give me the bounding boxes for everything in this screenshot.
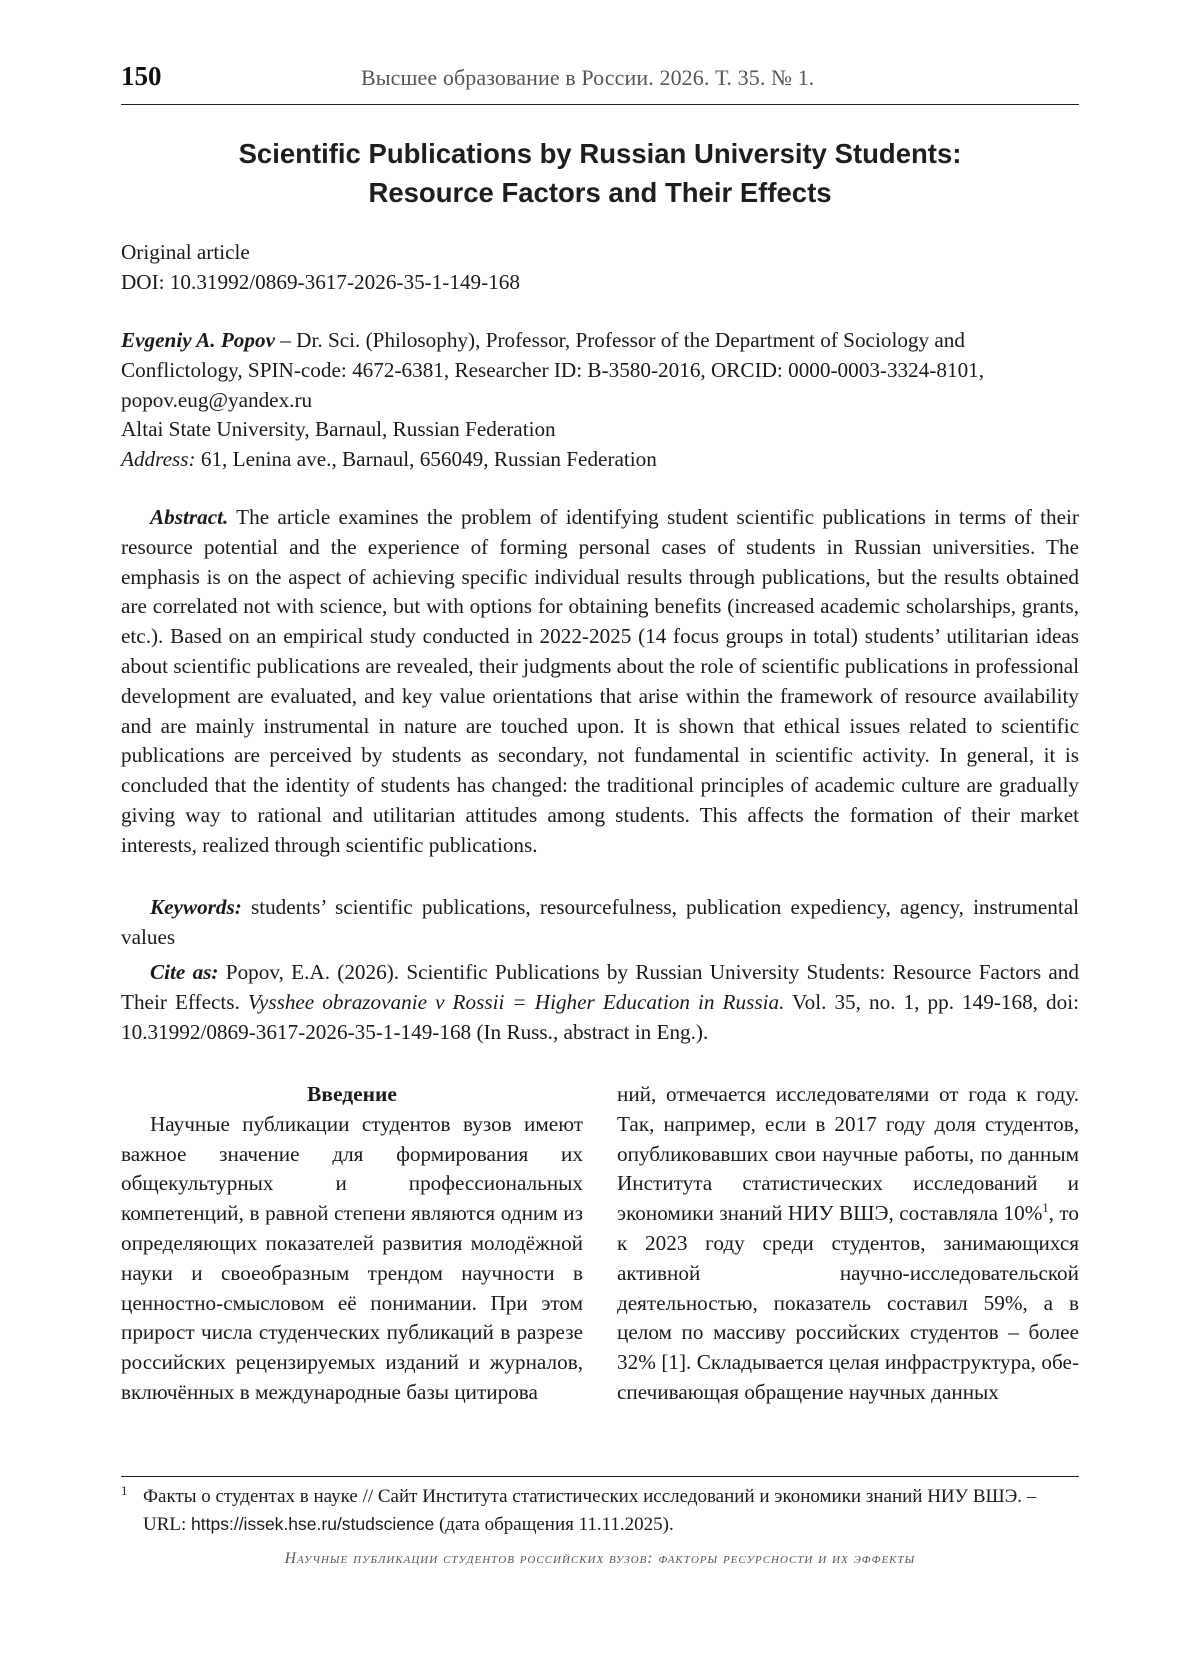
author-name: Evgeniy A. Popov — [121, 328, 275, 352]
keywords — [121, 893, 1079, 953]
article-meta — [121, 238, 1079, 298]
footnote-ref[interactable]: 1 — [1042, 1201, 1049, 1216]
body-column-right — [617, 1080, 1079, 1408]
title-line-1: Scientific Publications by Russian University Students: — [238, 138, 962, 169]
footnote-text — [143, 1483, 1079, 1538]
cite-journal: Vysshee obrazovanie v Rossii = Higher Education in Russia. — [247, 989, 785, 1014]
footnote-text-after: (дата обращения 11.11.2025). — [434, 1513, 674, 1535]
cite-text-before: Popov, E.A. (2026). Scientific Publications by Russian University Students: Resource Factors and Their Effects. — [121, 960, 1079, 1014]
footnote — [121, 1483, 1079, 1538]
abstract-text: The article examines the problem of identifying student scientific publications in terms of their resource potential and the experience of forming personal cases of students in Russian universities. The emphasis is on the aspect of achieving specific individual results through publications, but the results obtained are correlated not with science, but with options for obtaining benefits (increased academic scholarships, grants, etc.). Based on an empirical study conducted in 2022-2025 (14 focus groups in total) students’ utilitarian ideas about scientific publications are revealed, their judgments about the role of scientific publications in professional development are evaluated, and key value orientations that arise within the framework of resource availability and are mainly instrumental in nature are touched upon. It is shown that ethical issues related to scientific publications are perceived by students as secondary, not fundamental in scientific activity. In general, it is concluded that the identity of students has changed: the traditional principles of academic culture are gradually giving way to rational and utilitarian attitudes among students. This affects the formation of their market interests, realized through scientific publications. — [121, 505, 1079, 857]
footnote-divider — [121, 1476, 1079, 1477]
running-footer: Научные публикации студентов российских вузов: факторы ресурсности и их эффекты — [284, 1550, 916, 1567]
article-type: Original article — [121, 240, 250, 264]
citation — [121, 958, 1079, 1047]
footnote-text-before: Факты о студентах в науке // Сайт Института статистических исследований и экономики знаний НИУ ВШЭ. – URL: — [143, 1486, 1037, 1535]
abstract-label: Abstract. — [150, 505, 229, 529]
body-right-after: , то к 2023 году среди студентов, занимающихся активной научно-исследовательской деятельностью, показатель составил 59%, а в целом по массиву российских студентов – более 32% [1]. Складывается целая инфраструктура, обеспечивающая обращение научных данных — [617, 1201, 1079, 1404]
author-info — [121, 326, 1079, 475]
journal-info: Высшее образование в России. 2026. Т. 35. № 1. — [361, 65, 815, 90]
title-line-2: Resource Factors and Their Effects — [368, 177, 832, 208]
article-title — [121, 134, 1079, 212]
running-header — [121, 60, 1079, 105]
keywords-label: Keywords: — [150, 895, 242, 919]
cite-label: Cite as: — [150, 960, 219, 984]
address: 61, Lenina ave., Barnaul, 656049, Russian Federation — [195, 447, 657, 472]
doi: DOI: 10.31992/0869-3617-2026-35-1-149-168 — [121, 269, 520, 294]
body-column-left — [121, 1080, 583, 1408]
address-line — [121, 445, 1079, 475]
cite-text-after: Vol. 35, no. 1, pp. 149-168, doi: 10.31992/0869-3617-2026-35-1-149-168 (In Russ., abstract in Eng.). — [121, 989, 1079, 1044]
section-heading: Введение — [307, 1082, 397, 1106]
affiliation: Altai State University, Barnaul, Russian Federation — [121, 417, 556, 442]
footnote-url[interactable]: https://issek.hse.ru/studscience — [191, 1513, 435, 1534]
address-label: Address: — [121, 447, 196, 472]
body-paragraph-left: Научные публикации студентов вузов имеют важное значение для формирования их общекультурных и профессиональных компетенций, в равной степени являются одним из определяющих показателей развития молодёжной науки и своеобразным трендом научности в ценностно-смысловом её понимании. При этом прирост числа студенческих публикаций в разрезе российских рецензируемых изданий и журналов, включённых в международные базы цитирова — [121, 1111, 583, 1404]
body-paragraph-right — [617, 1080, 1079, 1408]
body-right-before: ний, отмечается исследователями от года к году. Так, например, если в 2017 году доля студентов, опубликовавших свои научные работы, по данным Института статистических исследований и экономики знаний НИУ ВШЭ, составляла 10% — [617, 1082, 1079, 1226]
author-line — [121, 326, 1079, 415]
page-number: 150 — [121, 61, 162, 91]
abstract — [121, 503, 1079, 861]
footnote-mark: 1 — [121, 1483, 128, 1498]
keywords-text: students’ scientific publications, resourcefulness, publication expediency, agency, instrumental values — [121, 895, 1079, 949]
author-details: – Dr. Sci. (Philosophy), Professor, Professor of the Department of Sociology and Conflictology, SPIN-code: 4672-6381, Researcher ID: B-3580-2016, ORCID: 0000-0003-3324-8101, popov.eug@yandex.ru — [121, 328, 985, 412]
